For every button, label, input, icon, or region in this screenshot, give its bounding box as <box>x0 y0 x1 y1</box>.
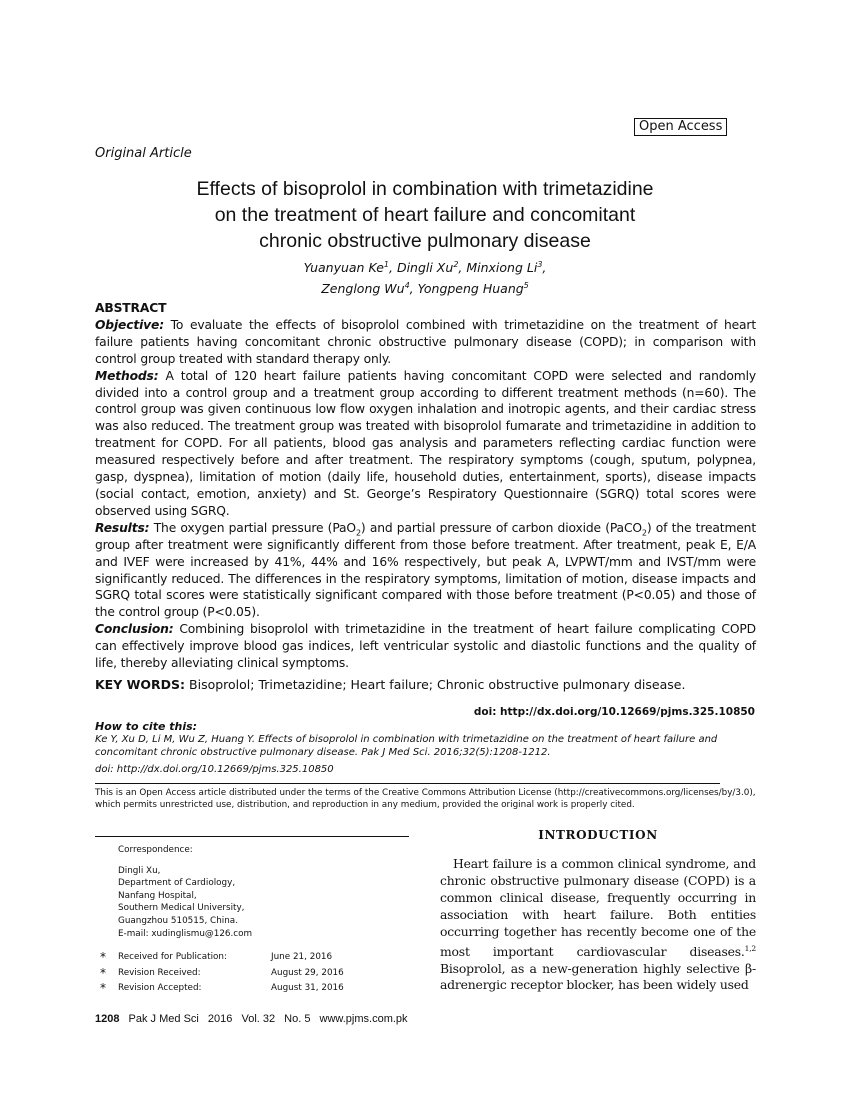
publication-dates <box>100 950 344 997</box>
author: Zenglong Wu <box>321 281 405 297</box>
correspondence-line: Nanfang Hospital, <box>118 890 197 901</box>
introduction-heading: INTRODUCTION <box>538 828 658 842</box>
author: Yuanyuan Ke <box>303 260 384 276</box>
reference-mark[interactable]: 1,2 <box>744 943 756 953</box>
methods-text: A total of 120 heart failure patients having concomitant COPD were selected and randomly divided into a control group and a treatment group according to different treatment methods (n=60). The control group was given continuous low flow oxygen inhalation and inotropic agents, and their cardiac stress was also reduced. The treatment group was treated with bisoprolol fumarate and trimetazidine in addition to treatment for COPD. For all patients, blood gas analysis and parameters reflecting cardiac function were measured respectively before and after treatment. The respiratory symptoms (cough, sputum, polypnea, gasp, dyspnea), limitation of motion (daily life, household duties, entertainment, sports), disease impacts (social contact, emotion, anxiety) and St. George’s Respiratory Questionnaire (SGRQ) total scores were observed using SGRQ. <box>95 368 756 518</box>
affiliation-mark: 5 <box>523 281 529 291</box>
date-label: Received for Publication: <box>118 952 227 962</box>
bullet-icon: * <box>100 965 106 980</box>
intro-paragraph: Bisoprolol, as a new-generation highly selective β-adrenergic receptor blocker, has been widely used <box>440 960 756 993</box>
year: 2016 <box>207 1013 233 1025</box>
objective-label: Objective: <box>95 317 164 332</box>
doi-link[interactable]: doi: http://dx.doi.org/10.12669/pjms.325.10850 <box>473 706 755 718</box>
introduction-text <box>440 856 756 994</box>
open-access-badge: Open Access <box>634 118 727 136</box>
date-row <box>100 950 344 966</box>
conclusion-label: Conclusion: <box>95 622 174 637</box>
date-label: Revision Accepted: <box>118 983 202 993</box>
keywords-label: KEY WORDS: <box>95 677 186 692</box>
correspondence-line: Department of Cardiology, <box>118 878 236 889</box>
cite-doi-link[interactable]: doi: http://dx.doi.org/10.12669/pjms.325.10850 <box>95 764 334 775</box>
date-row <box>100 981 344 997</box>
author: Yongpeng Huang <box>417 281 524 297</box>
title-line: chronic obstructive pulmonary disease <box>259 230 591 252</box>
issue: No. 5 <box>284 1013 311 1025</box>
objective-text: To evaluate the effects of bisoprolol combined with trimetazidine on the treatment of heart failure patients having concomitant chronic obstructive pulmonary disease (COPD); in comparison with control group treated with standard therapy only. <box>95 317 756 366</box>
correspondence-line: Southern Medical University, <box>118 903 245 914</box>
bullet-icon: * <box>100 981 106 995</box>
affiliation-mark: 4 <box>404 281 410 291</box>
abstract-heading: ABSTRACT <box>95 301 167 315</box>
affiliation-mark: 1 <box>383 260 389 269</box>
journal-website[interactable]: www.pjms.com.pk <box>319 1013 408 1025</box>
date-value: August 31, 2016 <box>271 983 344 993</box>
subscript: 2 <box>641 528 647 538</box>
author: Dingli Xu <box>396 260 454 276</box>
article-title <box>95 176 755 254</box>
abstract-conclusion <box>95 621 756 672</box>
date-row <box>100 966 344 982</box>
cite-text: Ke Y, Xu D, Li M, Wu Z, Huang Y. Effects of bisoprolol in combination with trimetazidine on the treatment of heart failure and concomitant chronic obstructive pulmonary disease. Pak J Med Sci. 2016;32(5):1208-1212. <box>95 734 718 758</box>
article-type: Original Article <box>95 146 192 161</box>
divider <box>95 783 720 784</box>
affiliation-mark: 3 <box>537 260 543 269</box>
author-list: Yuanyuan Ke$^1$, Dingli Xu$^2$, Minxiong Li$^3$, Zenglong Wu$^4$, Yongpeng Huang$^5$ <box>303 260 547 297</box>
keywords <box>95 676 756 693</box>
conclusion-text: Combining bisoprolol with trimetazidine in the treatment of heart failure complicating COPD can effectively improve blood gas indices, left ventricular systolic and diastolic functions and the quality of life, thereby alleviating clinical symptoms. <box>95 622 756 671</box>
correspondence-line: Guangzhou 510515, China. <box>118 915 238 926</box>
date-label: Revision Received: <box>118 967 201 978</box>
citation-block <box>95 720 756 776</box>
abstract-objective <box>95 317 756 368</box>
abstract <box>95 300 756 672</box>
keywords-text: Bisoprolol; Trimetazidine; Heart failure; Chronic obstructive pulmonary disease. <box>185 677 686 692</box>
volume: Vol. 32 <box>241 1013 276 1025</box>
correspondence-heading: Correspondence: <box>118 845 193 855</box>
page-footer <box>95 1013 414 1025</box>
correspondence-email[interactable]: E-mail: xudinglismu@126.com <box>118 928 253 939</box>
intro-paragraph: Heart failure is a common clinical syndrome, and chronic obstructive pulmonary disease (COPD) is a common clinical disease, frequently occurring in association with heart failure. Both entities occurring together has recently become one of the most important cardiovascular diseases. <box>440 856 756 959</box>
methods-label: Methods: <box>95 368 159 383</box>
date-value: August 29, 2016 <box>271 967 344 978</box>
journal-name: Pak J Med Sci <box>128 1013 199 1025</box>
abstract-methods <box>95 368 756 520</box>
page-number: 1208 <box>95 1013 120 1025</box>
results-text: ) of the treatment group after treatment were significantly different from those before treatment. After treatment, peak E, E/A and IVEF were increased by 41%, 44% and 16% respectively, but peak A, LVPWT/mm and IVST/mm were significantly reduced. The differences in the respiratory symptoms, limitation of motion, disease impacts and SGRQ total scores were statistically significant compared with those before treatment (P<0.05) and those of the control group (P<0.05). <box>95 520 757 620</box>
subscript: 2 <box>355 528 361 538</box>
author: Minxiong Li <box>466 260 538 276</box>
results-text: The oxygen partial pressure (PaO <box>149 520 356 535</box>
license-text: This is an Open Access article distributed under the terms of the Creative Commons Attribution License (http://creativecommons.org/licenses/by/3.0), which permits unrestricted use, distribution, and reproduction in any medium, provided the original work is properly cited. <box>95 788 756 810</box>
correspondence-line: Dingli Xu, <box>118 865 161 876</box>
title-line: on the treatment of heart failure and concomitant <box>214 204 636 226</box>
date-value: June 21, 2016 <box>271 952 333 962</box>
correspondence-block <box>118 844 408 940</box>
title-line: Effects of bisoprolol in combination with trimetazidine <box>196 178 654 200</box>
divider <box>95 836 409 837</box>
abstract-results <box>95 520 756 621</box>
affiliation-mark: 2 <box>453 260 459 269</box>
cite-heading: How to cite this: <box>95 720 198 733</box>
results-label: Results: <box>95 520 150 535</box>
bullet-icon: * <box>100 950 106 964</box>
results-text: ) and partial pressure of carbon dioxide (PaCO <box>360 520 642 535</box>
